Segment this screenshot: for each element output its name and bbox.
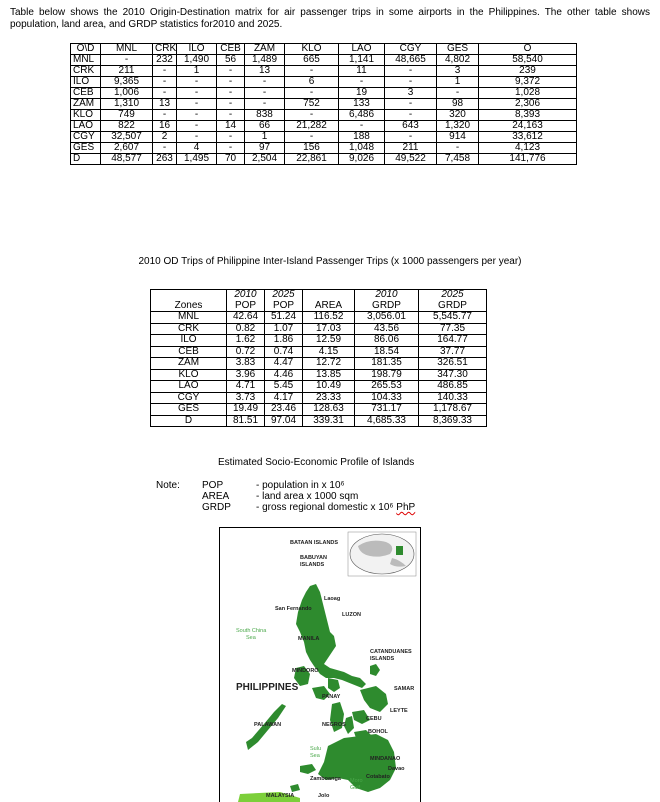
od-cell: 263 [153, 154, 177, 165]
map-svg [220, 528, 420, 802]
se-cell: 19.49 [227, 404, 265, 416]
od-header-cell: ILO [177, 44, 217, 55]
od-cell: 1,489 [245, 55, 285, 66]
se-cell: 43.56 [355, 323, 419, 335]
se-cell: 1.86 [265, 335, 303, 347]
od-cell: - [217, 77, 245, 88]
od-row-label: ZAM [71, 99, 101, 110]
od-cell: - [385, 110, 437, 121]
se-cell: 104.33 [355, 392, 419, 404]
se-row [151, 404, 487, 416]
label-mindoro: MINDORO [292, 668, 319, 674]
od-cell: 9,372 [479, 77, 577, 88]
se-cell: 0.72 [227, 346, 265, 358]
se-cell: 37.77 [419, 346, 487, 358]
od-cell: 665 [285, 55, 339, 66]
od-cell: 70 [217, 154, 245, 165]
od-cell: 98 [437, 99, 479, 110]
se-zone-label: D [151, 415, 227, 427]
od-cell: 4,123 [479, 143, 577, 154]
od-row-label: GES [71, 143, 101, 154]
od-cell: - [285, 88, 339, 99]
od-header-row [71, 44, 577, 55]
od-cell: 48,577 [101, 154, 153, 165]
se-cell: 12.72 [303, 358, 355, 370]
od-cell: 4 [177, 143, 217, 154]
se-header-cell: GRDP [355, 301, 419, 312]
od-cell: - [177, 110, 217, 121]
label-sulu-1: Sulu [310, 746, 322, 752]
od-cell: 33,612 [479, 132, 577, 143]
od-cell: 3 [385, 88, 437, 99]
od-cell: 1,310 [101, 99, 153, 110]
od-cell: - [177, 88, 217, 99]
od-cell: 4,802 [437, 55, 479, 66]
se-cell: 265.53 [355, 381, 419, 393]
se-row [151, 323, 487, 335]
od-cell: 914 [437, 132, 479, 143]
od-cell: - [177, 132, 217, 143]
od-cell: 24,163 [479, 121, 577, 132]
od-cell: 14 [217, 121, 245, 132]
label-cotabato: Cotabato [366, 774, 390, 780]
od-cell: - [385, 99, 437, 110]
se-cell: 3,056.01 [355, 312, 419, 324]
od-cell: 1,006 [101, 88, 153, 99]
se-cell: 23.33 [303, 392, 355, 404]
map-title: PHILIPPINES [236, 682, 299, 693]
od-cell: - [245, 99, 285, 110]
od-cell: 56 [217, 55, 245, 66]
se-cell: 97.04 [265, 415, 303, 427]
se-header-cell: POP [265, 301, 303, 312]
od-cell: 1 [177, 66, 217, 77]
od-cell: 749 [101, 110, 153, 121]
se-zone-label: CGY [151, 392, 227, 404]
se-cell: 347.30 [419, 369, 487, 381]
se-cell: 116.52 [303, 312, 355, 324]
se-cell: 339.31 [303, 415, 355, 427]
se-year-row [151, 290, 487, 301]
od-cell: 97 [245, 143, 285, 154]
od-cell: 1,490 [177, 55, 217, 66]
od-cell: 822 [101, 121, 153, 132]
intro-paragraph: Table below shows the 2010 Origin-Destination matrix for air passenger trips in some airports in the Philippines. The other table shows population, land area, and GRDP statistics for2010 and 2025. [10, 7, 650, 30]
od-cell: - [153, 77, 177, 88]
od-cell: 1,048 [339, 143, 385, 154]
od-cell: 32,507 [101, 132, 153, 143]
od-cell: - [339, 77, 385, 88]
se-zone-label: GES [151, 404, 227, 416]
label-moro-1: Moro [350, 778, 363, 784]
od-row [71, 132, 577, 143]
od-row-label: KLO [71, 110, 101, 121]
od-cell: 48,665 [385, 55, 437, 66]
label-south-china-1: South China [236, 628, 267, 634]
philippines-map [219, 527, 421, 802]
od-cell: - [177, 77, 217, 88]
od-cell: 22,861 [285, 154, 339, 165]
od-cell: - [153, 66, 177, 77]
od-header-cell: CEB [217, 44, 245, 55]
note-def-grdp: - gross regional domestic x 10⁶ PhP [256, 502, 416, 513]
landmass [238, 584, 396, 802]
se-cell: 4,685.33 [355, 415, 419, 427]
label-zamboanga: Zamboanga [310, 776, 341, 782]
label-babuyan-1: BABUYAN [300, 555, 327, 561]
od-row [71, 77, 577, 88]
se-cell: 198.79 [355, 369, 419, 381]
label-south-china-2: Sea [246, 635, 256, 641]
od-cell: - [339, 121, 385, 132]
se-cell: 51.24 [265, 312, 303, 324]
label-luzon: LUZON [342, 612, 361, 618]
od-header-cell: CGY [385, 44, 437, 55]
label-moro-2: Gulf [350, 785, 361, 791]
od-matrix-table [70, 43, 577, 165]
label-mindanao: MINDANAO [370, 756, 401, 762]
od-cell: 49,522 [385, 154, 437, 165]
se-year-cell: 2010 [355, 290, 419, 301]
se-row [151, 369, 487, 381]
label-bohol: BOHOL [368, 729, 388, 735]
label-sulu-2: Sea [310, 753, 320, 759]
od-cell: 320 [437, 110, 479, 121]
od-row-label: CGY [71, 132, 101, 143]
se-cell: 13.85 [303, 369, 355, 381]
se-row [151, 312, 487, 324]
se-zone-label: KLO [151, 369, 227, 381]
se-row [151, 358, 487, 370]
od-header-cell: O [479, 44, 577, 55]
label-malaysia: MALAYSIA [266, 793, 295, 799]
od-cell: - [437, 143, 479, 154]
od-row-label: CRK [71, 66, 101, 77]
se-cell: 3.83 [227, 358, 265, 370]
se-row [151, 346, 487, 358]
od-row [71, 110, 577, 121]
se-cell: 140.33 [419, 392, 487, 404]
od-cell: 21,282 [285, 121, 339, 132]
label-palawan: PALAWAN [254, 722, 282, 728]
note-def-pop: - population in x 10⁶ [256, 480, 345, 491]
od-header-cell: MNL [101, 44, 153, 55]
od-cell: 211 [385, 143, 437, 154]
od-cell: - [153, 88, 177, 99]
se-cell: 181.35 [355, 358, 419, 370]
od-cell: 13 [245, 66, 285, 77]
se-year-cell: 2025 [419, 290, 487, 301]
od-row [71, 99, 577, 110]
od-cell: 156 [285, 143, 339, 154]
od-cell: 3 [437, 66, 479, 77]
od-header-cell: CRK [153, 44, 177, 55]
label-batanes: BATAAN ISLANDS [290, 540, 339, 546]
se-cell: 23.46 [265, 404, 303, 416]
od-cell: 838 [245, 110, 285, 121]
label-davao: Davao [388, 766, 405, 772]
se-cell: 10.49 [303, 381, 355, 393]
label-negros: NEGROS [322, 722, 346, 728]
od-cell: 8,393 [479, 110, 577, 121]
label-catanduanes-2: ISLANDS [370, 656, 395, 662]
se-cell: 12.59 [303, 335, 355, 347]
se-cell: 1.07 [265, 323, 303, 335]
od-cell: - [217, 99, 245, 110]
note-term-grdp: GRDP [202, 502, 231, 513]
se-zone-label: ZAM [151, 358, 227, 370]
se-cell: 42.64 [227, 312, 265, 324]
od-cell: 1 [437, 77, 479, 88]
od-header-cell: LAO [339, 44, 385, 55]
od-cell: 643 [385, 121, 437, 132]
se-cell: 0.74 [265, 346, 303, 358]
label-samar: SAMAR [394, 686, 415, 692]
od-row [71, 121, 577, 132]
od-cell: 141,776 [479, 154, 577, 165]
se-cell: 3.73 [227, 392, 265, 404]
od-cell: 66 [245, 121, 285, 132]
se-cell: 1,178.67 [419, 404, 487, 416]
od-row-label: ILO [71, 77, 101, 88]
se-header-cell: Zones [151, 301, 227, 312]
se-cell: 18.54 [355, 346, 419, 358]
od-cell: 232 [153, 55, 177, 66]
se-header-cell: POP [227, 301, 265, 312]
od-cell: 6 [285, 77, 339, 88]
se-year-cell: 2025 [265, 290, 303, 301]
se-row [151, 381, 487, 393]
od-row [71, 143, 577, 154]
od-cell: - [217, 66, 245, 77]
od-row [71, 55, 577, 66]
od-cell: 2 [153, 132, 177, 143]
se-zone-label: MNL [151, 312, 227, 324]
se-row [151, 415, 487, 427]
se-cell: 4.47 [265, 358, 303, 370]
se-zone-label: ILO [151, 335, 227, 347]
se-header-cell: GRDP [419, 301, 487, 312]
od-header-cell: GES [437, 44, 479, 55]
od-cell: 1 [245, 132, 285, 143]
note-label: Note: [156, 480, 180, 491]
od-cell: - [153, 143, 177, 154]
od-cell: 1,320 [437, 121, 479, 132]
se-cell: 0.82 [227, 323, 265, 335]
od-cell: 2,607 [101, 143, 153, 154]
od-cell: 133 [339, 99, 385, 110]
note-term-area: AREA [202, 491, 230, 502]
od-row [71, 88, 577, 99]
od-cell: 7,458 [437, 154, 479, 165]
od-cell: 11 [339, 66, 385, 77]
label-san-fernando: San Fernando [275, 606, 312, 612]
od-cell: 1,028 [479, 88, 577, 99]
label-catanduanes-1: CATANDUANES [370, 649, 412, 655]
od-cell: - [217, 110, 245, 121]
se-header-row [151, 301, 487, 312]
od-row-label: LAO [71, 121, 101, 132]
od-cell: - [285, 110, 339, 121]
currency-php: PhP [396, 502, 416, 513]
od-header-cell: O\D [71, 44, 101, 55]
od-cell: - [177, 99, 217, 110]
se-zone-label: LAO [151, 381, 227, 393]
se-cell: 3.96 [227, 369, 265, 381]
se-year-cell: 2010 [227, 290, 265, 301]
se-cell: 17.03 [303, 323, 355, 335]
od-cell: - [101, 55, 153, 66]
od-row [71, 154, 577, 165]
od-cell: 1,141 [339, 55, 385, 66]
od-cell: - [245, 88, 285, 99]
note-def-area: - land area x 1000 sqm [256, 491, 359, 502]
se-cell: 731.17 [355, 404, 419, 416]
label-leyte: LEYTE [390, 708, 408, 714]
od-cell: - [153, 110, 177, 121]
od-cell: 9,026 [339, 154, 385, 165]
od-cell: 752 [285, 99, 339, 110]
od-table-caption: 2010 OD Trips of Philippine Inter-Island Passenger Trips (x 1000 passengers per year) [138, 256, 522, 267]
od-cell: 1,495 [177, 154, 217, 165]
se-cell: 8,369.33 [419, 415, 487, 427]
od-cell: 2,306 [479, 99, 577, 110]
se-row [151, 335, 487, 347]
od-cell: - [385, 77, 437, 88]
se-header-cell: AREA [303, 301, 355, 312]
se-cell: 4.15 [303, 346, 355, 358]
se-cell: 4.46 [265, 369, 303, 381]
od-cell: - [285, 66, 339, 77]
od-cell: - [285, 132, 339, 143]
od-row [71, 66, 577, 77]
od-row-label: CEB [71, 88, 101, 99]
od-cell: 6,486 [339, 110, 385, 121]
se-cell: 4.71 [227, 381, 265, 393]
od-cell: 19 [339, 88, 385, 99]
label-babuyan-2: ISLANDS [300, 562, 325, 568]
se-year-cell [303, 290, 355, 301]
se-cell: 128.63 [303, 404, 355, 416]
od-cell: - [385, 66, 437, 77]
label-panay: PANAY [322, 694, 341, 700]
se-cell: 4.17 [265, 392, 303, 404]
od-cell: 16 [153, 121, 177, 132]
od-header-cell: ZAM [245, 44, 285, 55]
note-term-pop: POP [202, 480, 224, 491]
label-cebu: CEBU [366, 716, 382, 722]
od-cell: - [245, 77, 285, 88]
socio-table-caption: Estimated Socio-Economic Profile of Islands [218, 457, 415, 468]
se-zone-label: CEB [151, 346, 227, 358]
od-cell: - [177, 121, 217, 132]
label-jolo: Jolo [318, 793, 330, 799]
od-cell: 211 [101, 66, 153, 77]
od-cell: 58,540 [479, 55, 577, 66]
od-cell: - [217, 143, 245, 154]
od-cell: - [217, 132, 245, 143]
se-row [151, 392, 487, 404]
label-manila: MANILA [298, 636, 320, 642]
od-row-label: D [71, 154, 101, 165]
se-year-cell [151, 290, 227, 301]
se-cell: 326.51 [419, 358, 487, 370]
se-cell: 1.62 [227, 335, 265, 347]
inset-globe [348, 532, 416, 576]
se-cell: 5,545.77 [419, 312, 487, 324]
se-cell: 81.51 [227, 415, 265, 427]
od-cell: 188 [339, 132, 385, 143]
se-cell: 77.35 [419, 323, 487, 335]
od-cell: - [437, 88, 479, 99]
se-cell: 164.77 [419, 335, 487, 347]
socio-economic-table [150, 289, 487, 427]
od-cell: 13 [153, 99, 177, 110]
od-cell: 239 [479, 66, 577, 77]
od-cell: - [385, 132, 437, 143]
od-row-label: MNL [71, 55, 101, 66]
od-cell: - [217, 88, 245, 99]
se-cell: 5.45 [265, 381, 303, 393]
label-laoag: Laoag [324, 596, 341, 602]
se-cell: 86.06 [355, 335, 419, 347]
od-cell: 9,365 [101, 77, 153, 88]
od-cell: 2,504 [245, 154, 285, 165]
se-cell: 486.85 [419, 381, 487, 393]
se-zone-label: CRK [151, 323, 227, 335]
od-header-cell: KLO [285, 44, 339, 55]
